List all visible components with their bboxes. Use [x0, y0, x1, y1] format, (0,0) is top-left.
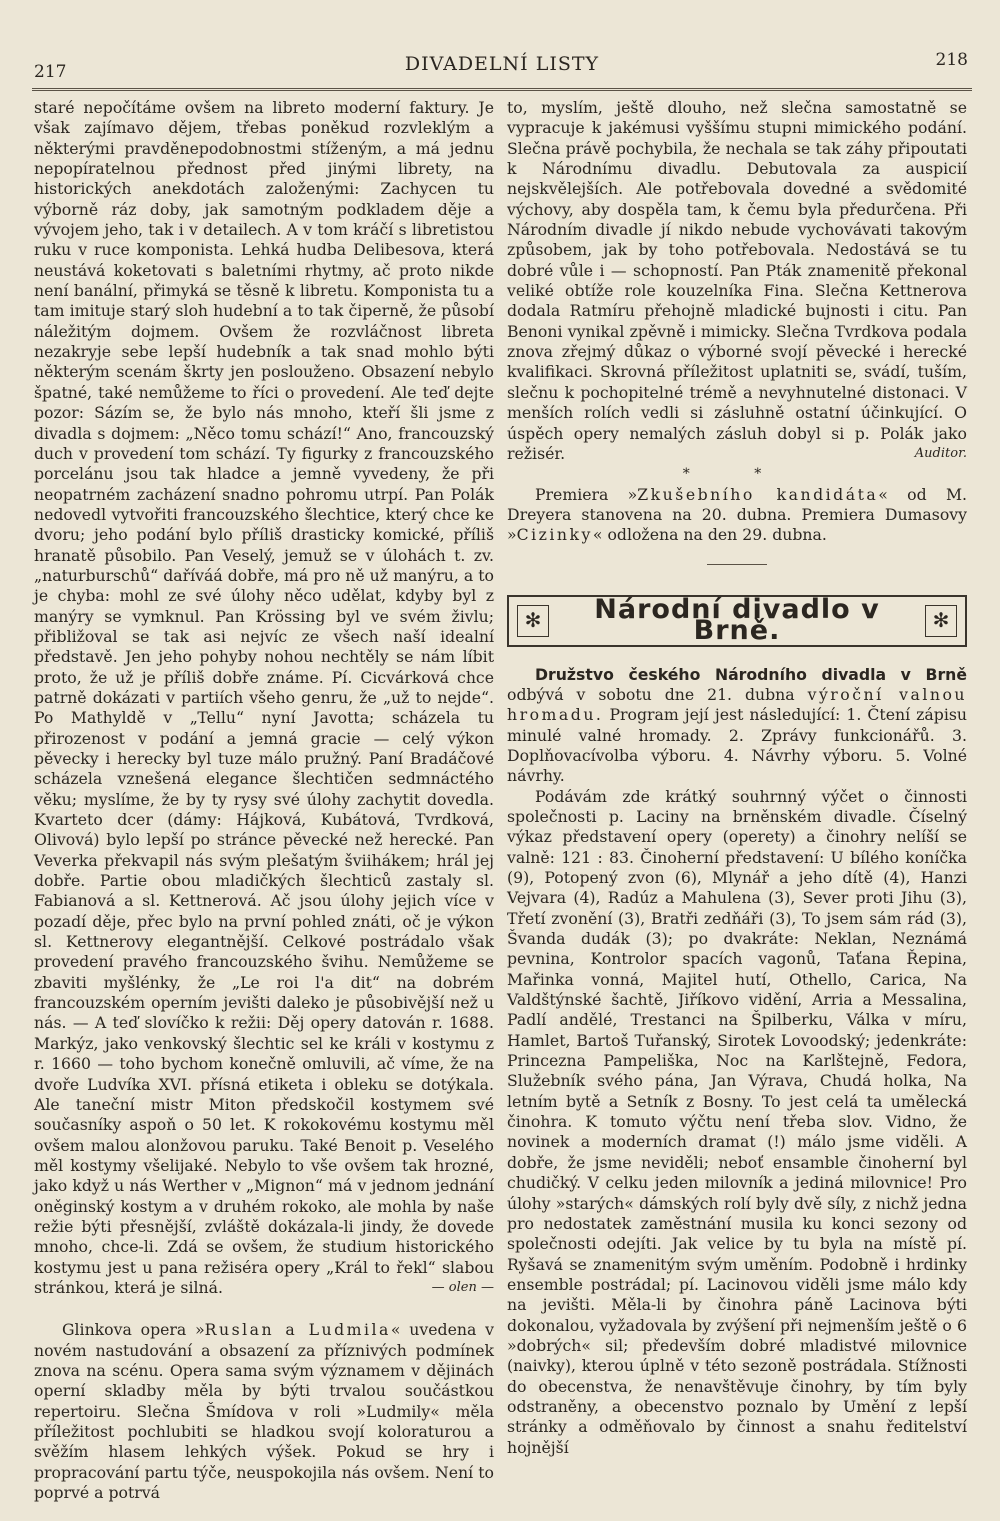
- cooperative-paragraph: Družstvo českého Národního divadla v Brně odbývá v sobotu dne 21. dubna výroční valnou hromadu. Program její jest následující: 1. Čtení zápisu minulé valné hromady. 2. Zprávy funkcionářů. 3. Doplňovacívolba výboru. 4. Návrhy výboru. 5. Volné návrhy.: [507, 664, 967, 786]
- signature-auditor: Auditor.: [914, 445, 967, 461]
- section-stars: * *: [682, 466, 792, 483]
- section-banner: [507, 595, 967, 647]
- report-paragraph: Podávám zde krátký souhrnný výčet o činnosti společnosti p. Laciny na brněnském divadle. Číselný výkaz představení opery (operety) a činohry nelíší se valně: 121 : 83. Činoherní představení: U bílého koníčka (9), Potopený zvon (6), Mlynář a jeho dítě (4), Hanzi Vejvara (4), Radúz a Mahulena (3), Sever proti Jihu (3), Třetí zvonění (3), Bratři zedňáři (3), To jsem sám rád (3), Švanda dudák (3); po dvakráte: Neklan, Neznámá pevnina, Kontrolor spacích vagonů, Taťana Řepina, Mařinka vonná, Majitel hutí, Othello, Carica, Na Valdštýnské šachtě, Jiříkovo vidění, Arria a Messalina, Padlí andělé, Trestanci na Špilberku, Válka v míru, Hamlet, Bartoš Tuřanský, Sirotek Lovoodský; jedenkráte: Princezna Pampeliška, Noc na Karlštejně, Fedora, Služebník svého pána, Jan Výrava, Chudá holka, Na letním bytě a Setník z Bosny. To jest celá ta umělecká činohra. K tomuto výčtu není třeba slov. Vidno, že novinek a moderních dramat (!) málo jsme viděli. A dobře, že jsme neviděli; neboť ensamble činoherní byl chudičký. V celku jeden milovník a jediná milovnice! Pro úlohy »starých« dámských rolí byly dvě síly, z nichž jedna pro nedostatek zaměstnání musila ku konci sezony od společnosti odejíti. Jak velice by tu byla na místě pí. Ryšavá se znamenitým svým uměním. Podobně i hrdinky ensemble postrádal; pí. Lacinovou viděli jsme málo kdy na jevišti. Měla-li by činohra páně Lacinova býti dokonalou, vyžadovala by zvýšení při nejmenším ještě o 6 »dobrých« sil; především dobré mladistvé milovnice (naivky), kterou úplně v této sezoně postrádala. Stížnosti do obecenstva, že nenavštěvuje činohry, by tím byly odstraněny, a obecenstvo poznalo by Umění z lepší stránky a odměňovalo by činnost a snahu ředitelství hojnější: [507, 786, 967, 1457]
- ruslan-paragraph: Glinkova opera »Ruslan a Ludmila« uvedena v novém nastudování a obsazení za příznivých podmínek znova na scénu. Opera sama svým významem v dějinách operní skladby měla by býti trvalou součástkou repertoiru. Slečna Šmídova v roli »Ludmily« měla příležitost pochlubiti se hladkou svojí koloraturou a svěžím hlasem lehkých výšek. Pokud se hry i propracování partu týče, neuspokojila nás ovšem. Není to poprvé a potrvá: [34, 1320, 495, 1503]
- signature-olen: — olen —: [431, 1279, 494, 1295]
- journal-title: DIVADELNÍ LISTY: [404, 53, 600, 75]
- premiere-paragraph: Premiera »Zkušebního kandidáta« od M. Dreyera stanovena na 20. dubna. Premiera Dumasovy »Cizinky« odložena na den 29. dubna.: [507, 484, 967, 545]
- ornament-right-icon: ✻: [925, 605, 957, 637]
- ornament-left-icon: ✻: [517, 605, 549, 637]
- left-page-number: 217: [34, 62, 67, 82]
- right-page-number: 218: [935, 50, 968, 70]
- play-title-zkusebniho: Zkušebního kandidáta: [637, 484, 879, 504]
- divider-line: [707, 564, 767, 565]
- left-column: [34, 98, 494, 1503]
- opera-title-ruslan: Ruslan a Ludmila: [204, 1320, 391, 1340]
- continuation-paragraph: to, myslím, ještě dlouho, než slečna samostatně se vypracuje k jakémusi vyššímu stupni mimického podání. Slečna právě pochybila, že nechala se tak záhy připoutati k Národnímu divadlu. Debutovala za auspicií nejskvělejších. Ale potřebovala dovedné a svědomité výchovy, aby dospěla tam, k čemu byla předurčena. Při Národním divadle jí nikdo nebude vychovávati takovým způsobem, jak by toho potřebovala. Nedostává se tu dobré vůle i — schopností. Pan Pták znamenitě překonal veliké obtíže role kouzelníka Fina. Slečna Kettnerova dodala Ratmíru přehojně mladické bujnosti i citu. Pan Benoni vynikal zpěvně i mimicky. Slečna Tvrdkova podala znova zřejmý důkaz o výborné svojí pěvecké i herecké kvalifikaci. Skrovná příležitost uplatniti se, svádí, tuším, slečnu k pochopitelné trémě a nevyhnutelné distonaci. V menších rolích vedli si zásluhně ostatní účinkující. O úspěch opery nemalých zásluh dobyl si p. Polák jako režisér. Auditor.: [507, 98, 967, 463]
- article-paragraph: staré nepočítáme ovšem na libreto moderní faktury. Je však zajímavo dějem, třebas poněkud rozvleklým a některými pravděnepodobnostmi stíženým, a má jednu nepopíratelnou přednost před jinými librety, na historických anekdotách založenými: Zachycen tu výborně ráz doby, jak samotným podkladem děje a vývojem jeho, tak i v detailech. A v tom kráčí s libretistou ruku v ruce komponista. Lehká hudba Delibesova, která neustává koketovati s baletními rhytmy, ač proto nikde není banální, přimyká se těsně k libretu. Komponista tu a tam imituje starý sloh hudební a to tak čiperně, že působí náležitým dojmem. Ovšem že rozvláčnost libreta nezakryje sebe lepší hudebník a tak snad mohlo býti některým scenám škrty jen poslouženo. Obsazení nebylo špatné, také nemůžeme to říci o provedení. Ale teď dejte pozor: Sázím se, že bylo nás mnoho, kteří šli jsme z divadla s dojmem: „Něco tomu schází!“ Ano, francouzský duch v provedení tom schází. Ty figurky z francouzského porcelánu jsou tak hladce a jemně vyvedeny, že při neopatrném zacházení snadno pohromu utrpí. Pan Polák nedovedl vytvořiti francouzského šlechtice, který chce ke dvoru; jeho podání bylo příliš drasticky komické, příliš hranatě působilo. Pan Veselý, jemuž se v úlohách t. zv. „naturburschů“ daříváá dobře, má pro ně už manýru, a to je chyba: mohl ze své úlohy něco udělat, kdyby byl z manýry se vymknul. Pan Krössing byl ve svém živlu; přibližoval se tak asi nejvíc ze všech naší idealní představě. Jen jeho pohyby nohou nechtěly se nám líbit proto, že už je příliš dobře známe. Pí. Cicvárková chce patrně dokázati v partiích všeho genru, že „už to nejde“. Po Mathyldě v „Tellu“ nyní Javotta; scházela tu přirozenost v podání a jemná gracie — celý výkon pěvecky i herecky byl tuze málo pružný. Paní Bradáčové scházela vznešená elegance šlechtičen sedmnáctého věku; myslíme, že by ty rysy své úlohy zachytit dovedla. Kvarteto dcer (dámy: Hájková, Kubátová, Tvrdková, Olivová) bylo lepší po stránce pěvecké než herecké. Pan Veverka překvapil nás svým plešatým šviihákem; hrál jej dobře. Partie obou mladičkých šlechticů zastaly sl. Fabianová a sl. Kettnerová. Ač jsou úlohy jejich více v pozadí děje, přec bylo na první pohled znáti, oč je výkon sl. Kettnerovy elegantnější. Celkové postrádalo však provedení pravého francouzského švihu. Nemůžeme se zbaviti myšlénky, že „Le roi l'a dit“ na dobrém francouzském operním jevišti daleko je působivější než u nás. — A teď slovíčko k režii: Děj opery datován r. 1688. Markýz, jako venkovský šlechtic sel ke králi v kostymu z r. 1660 — toho bychom konečně omluvili, ač víme, že na dvoře Ludvíka XVI. přísná etiketa i obleku se dotýkala. Ale taneční mistr Miton předskočil kostymem své současníky aspoň o 50 let. K rokokovému kostymu měl ovšem malou alonžovou paruku. Také Benoit p. Veselého měl kostymy všelijaké. Nebylo to vše ovšem tak hrozné, jako když u nás Werther v „Mignon“ má v jednom jednání oněginský kostym a v druhém rokoko, ale mohla by naše režie býti přesnější, zvláště dokázala-li jindy, že dovede mnoho, chce-li. Zdá se ovšem, že studium historického kostymu jest u pana režiséra opery „Král to řekl“ slabou stránkou, která je silná. — olen —: [34, 98, 494, 1297]
- banner-title: Národní divadlo v Brně.: [594, 594, 880, 646]
- meeting-name: výroční valnou hromadu.: [507, 684, 967, 725]
- page-header: [32, 48, 972, 91]
- play-title-cizinky: Cizinky: [516, 525, 593, 545]
- right-column: [507, 98, 967, 1503]
- lead-heading: Družstvo českého Národního divadla v Brně: [535, 664, 967, 684]
